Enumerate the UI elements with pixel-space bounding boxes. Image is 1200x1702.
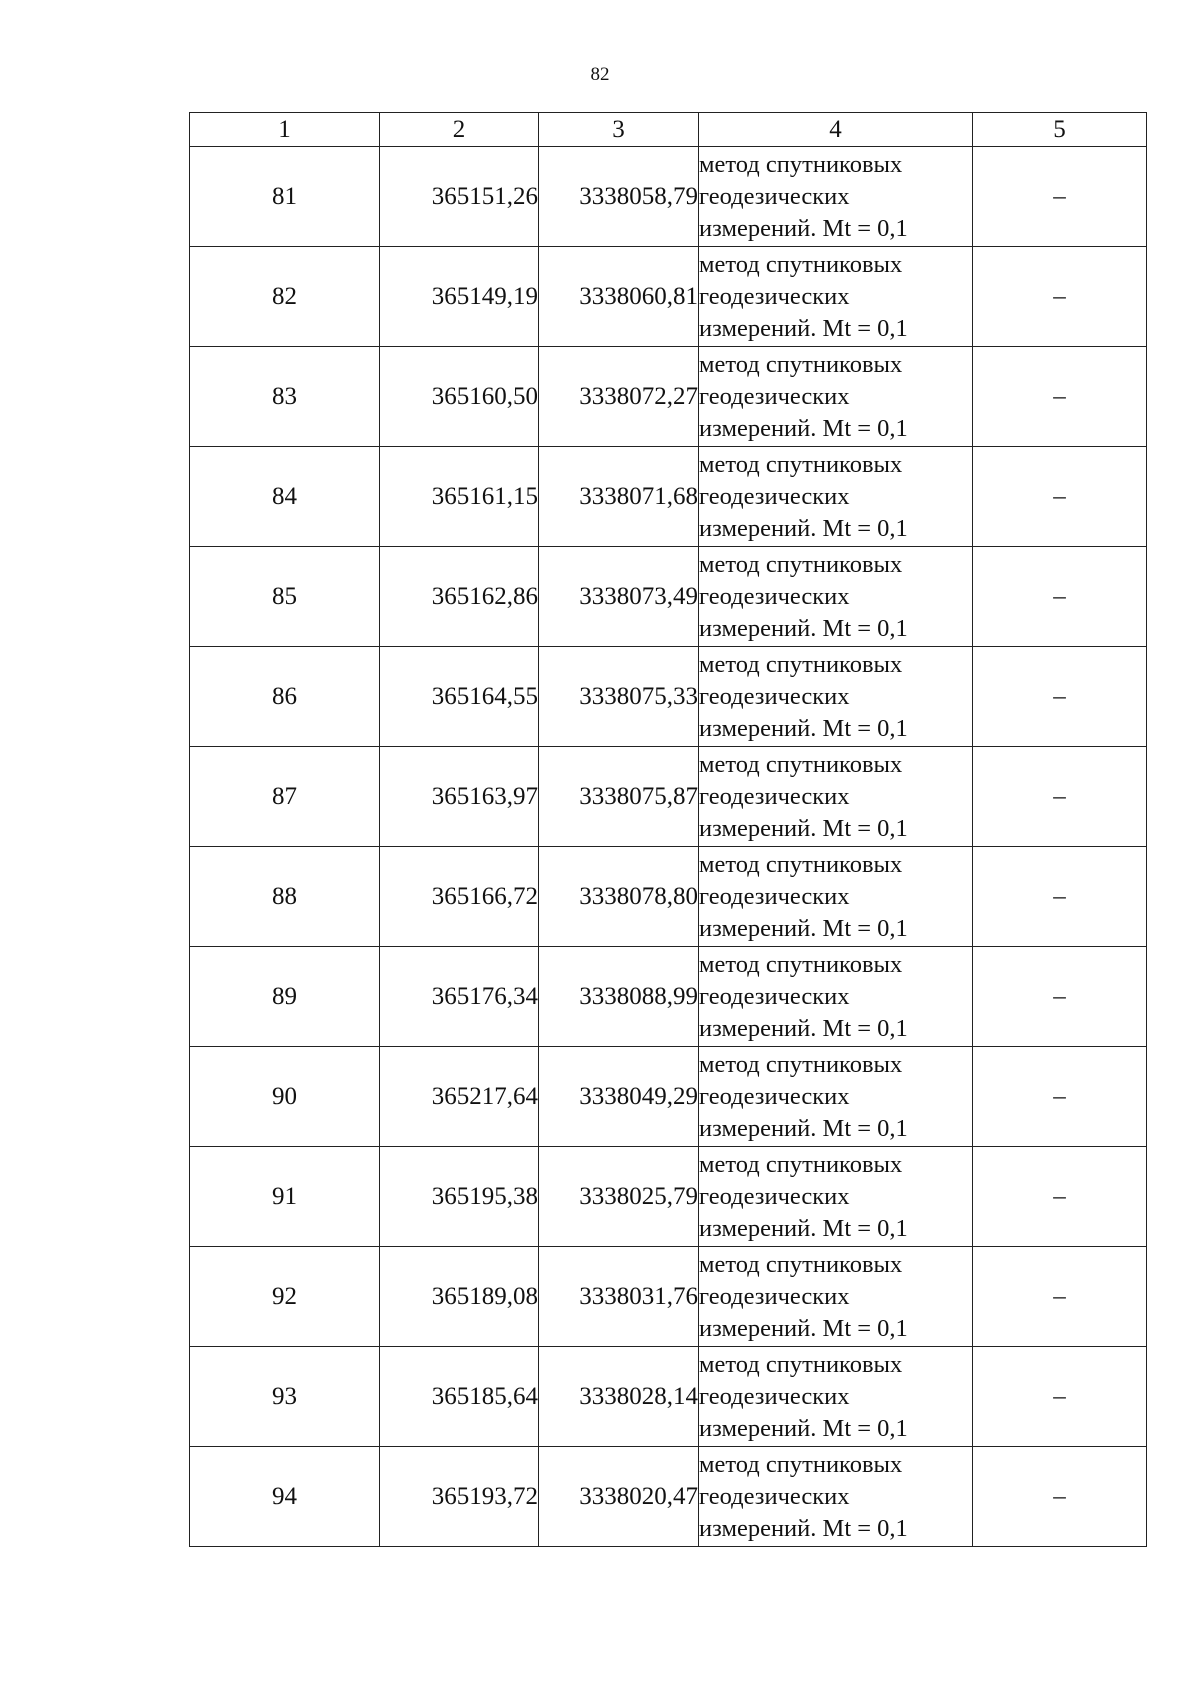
method-cell [699, 347, 973, 447]
method-line: метод спутниковых [699, 1150, 903, 1178]
table-row [190, 647, 1147, 747]
method-line: геодезических [699, 682, 850, 710]
point-number-cell: 91 [190, 1147, 380, 1247]
method-line: метод спутниковых [699, 1450, 903, 1478]
method-cell [699, 447, 973, 547]
table-row [190, 1447, 1147, 1547]
note-cell: – [973, 147, 1147, 247]
x-coordinate-cell: 365193,72 [380, 1447, 539, 1547]
method-line: измерений. Mt = 0,1 [699, 1414, 908, 1442]
note-cell: – [973, 247, 1147, 347]
table-row [190, 1247, 1147, 1347]
y-coordinate-cell: 3338072,27 [539, 347, 699, 447]
method-line: измерений. Mt = 0,1 [699, 414, 908, 442]
method-line: метод спутниковых [699, 950, 903, 978]
method-line: метод спутниковых [699, 550, 903, 578]
column-header-2: 2 [380, 113, 539, 147]
method-line: метод спутниковых [699, 150, 903, 178]
method-line: геодезических [699, 282, 850, 310]
table-header-row [190, 113, 1147, 147]
y-coordinate-cell: 3338088,99 [539, 947, 699, 1047]
column-header-4: 4 [699, 113, 973, 147]
y-coordinate-cell: 3338031,76 [539, 1247, 699, 1347]
method-cell [699, 1247, 973, 1347]
method-line: геодезических [699, 982, 850, 1010]
method-line: метод спутниковых [699, 450, 903, 478]
method-line: метод спутниковых [699, 250, 903, 278]
table-row [190, 1147, 1147, 1247]
y-coordinate-cell: 3338020,47 [539, 1447, 699, 1547]
point-number-cell: 94 [190, 1447, 380, 1547]
note-cell: – [973, 1147, 1147, 1247]
y-coordinate-cell: 3338060,81 [539, 247, 699, 347]
method-line: измерений. Mt = 0,1 [699, 614, 908, 642]
note-cell: – [973, 1447, 1147, 1547]
table-row [190, 447, 1147, 547]
y-coordinate-cell: 3338071,68 [539, 447, 699, 547]
method-line: геодезических [699, 182, 850, 210]
note-cell: – [973, 547, 1147, 647]
method-line: геодезических [699, 1182, 850, 1210]
page-number: 82 [590, 64, 610, 85]
method-cell [699, 1047, 973, 1147]
note-cell: – [973, 647, 1147, 747]
method-line: метод спутниковых [699, 650, 903, 678]
method-line: метод спутниковых [699, 750, 903, 778]
x-coordinate-cell: 365166,72 [380, 847, 539, 947]
method-line: измерений. Mt = 0,1 [699, 1514, 908, 1542]
table-row [190, 547, 1147, 647]
point-number-cell: 84 [190, 447, 380, 547]
x-coordinate-cell: 365217,64 [380, 1047, 539, 1147]
method-line: геодезических [699, 1282, 850, 1310]
y-coordinate-cell: 3338025,79 [539, 1147, 699, 1247]
method-line: измерений. Mt = 0,1 [699, 814, 908, 842]
method-cell [699, 947, 973, 1047]
point-number-cell: 93 [190, 1347, 380, 1447]
y-coordinate-cell: 3338073,49 [539, 547, 699, 647]
method-line: геодезических [699, 582, 850, 610]
note-cell: – [973, 1247, 1147, 1347]
table-row [190, 847, 1147, 947]
method-line: измерений. Mt = 0,1 [699, 214, 908, 242]
method-line: измерений. Mt = 0,1 [699, 714, 908, 742]
method-line: метод спутниковых [699, 1250, 903, 1278]
table-row [190, 947, 1147, 1047]
x-coordinate-cell: 365195,38 [380, 1147, 539, 1247]
method-cell [699, 1147, 973, 1247]
method-line: геодезических [699, 1382, 850, 1410]
point-number-cell: 90 [190, 1047, 380, 1147]
note-cell: – [973, 447, 1147, 547]
method-line: измерений. Mt = 0,1 [699, 1014, 908, 1042]
table-row [190, 347, 1147, 447]
note-cell: – [973, 747, 1147, 847]
method-cell [699, 247, 973, 347]
point-number-cell: 82 [190, 247, 380, 347]
method-cell [699, 147, 973, 247]
method-line: измерений. Mt = 0,1 [699, 914, 908, 942]
method-line: геодезических [699, 482, 850, 510]
x-coordinate-cell: 365160,50 [380, 347, 539, 447]
note-cell: – [973, 347, 1147, 447]
method-line: измерений. Mt = 0,1 [699, 514, 908, 542]
method-line: геодезических [699, 782, 850, 810]
table-row [190, 247, 1147, 347]
method-line: геодезических [699, 882, 850, 910]
point-number-cell: 86 [190, 647, 380, 747]
column-header-3: 3 [539, 113, 699, 147]
method-cell [699, 1347, 973, 1447]
y-coordinate-cell: 3338075,87 [539, 747, 699, 847]
method-cell [699, 747, 973, 847]
column-header-1: 1 [190, 113, 380, 147]
point-number-cell: 92 [190, 1247, 380, 1347]
point-number-cell: 88 [190, 847, 380, 947]
x-coordinate-cell: 365185,64 [380, 1347, 539, 1447]
point-number-cell: 87 [190, 747, 380, 847]
x-coordinate-cell: 365163,97 [380, 747, 539, 847]
table-row [190, 747, 1147, 847]
y-coordinate-cell: 3338049,29 [539, 1047, 699, 1147]
x-coordinate-cell: 365189,08 [380, 1247, 539, 1347]
method-line: измерений. Mt = 0,1 [699, 1114, 908, 1142]
table-row [190, 1347, 1147, 1447]
table-row [190, 147, 1147, 247]
method-cell [699, 1447, 973, 1547]
method-line: измерений. Mt = 0,1 [699, 1314, 908, 1342]
y-coordinate-cell: 3338075,33 [539, 647, 699, 747]
note-cell: – [973, 1047, 1147, 1147]
column-header-5: 5 [973, 113, 1147, 147]
point-number-cell: 81 [190, 147, 380, 247]
y-coordinate-cell: 3338028,14 [539, 1347, 699, 1447]
method-line: измерений. Mt = 0,1 [699, 314, 908, 342]
note-cell: – [973, 947, 1147, 1047]
method-cell [699, 647, 973, 747]
method-line: метод спутниковых [699, 350, 903, 378]
method-line: метод спутниковых [699, 850, 903, 878]
method-line: геодезических [699, 1482, 850, 1510]
x-coordinate-cell: 365161,15 [380, 447, 539, 547]
y-coordinate-cell: 3338058,79 [539, 147, 699, 247]
x-coordinate-cell: 365151,26 [380, 147, 539, 247]
x-coordinate-cell: 365164,55 [380, 647, 539, 747]
method-line: геодезических [699, 1082, 850, 1110]
table-row [190, 1047, 1147, 1147]
point-number-cell: 89 [190, 947, 380, 1047]
note-cell: – [973, 847, 1147, 947]
note-cell: – [973, 1347, 1147, 1447]
point-number-cell: 85 [190, 547, 380, 647]
method-line: метод спутниковых [699, 1050, 903, 1078]
x-coordinate-cell: 365149,19 [380, 247, 539, 347]
method-line: измерений. Mt = 0,1 [699, 1214, 908, 1242]
method-line: метод спутниковых [699, 1350, 903, 1378]
coordinates-table [189, 112, 1147, 1547]
method-cell [699, 547, 973, 647]
point-number-cell: 83 [190, 347, 380, 447]
x-coordinate-cell: 365176,34 [380, 947, 539, 1047]
method-line: геодезических [699, 382, 850, 410]
y-coordinate-cell: 3338078,80 [539, 847, 699, 947]
x-coordinate-cell: 365162,86 [380, 547, 539, 647]
method-cell [699, 847, 973, 947]
table-body [190, 147, 1147, 1547]
